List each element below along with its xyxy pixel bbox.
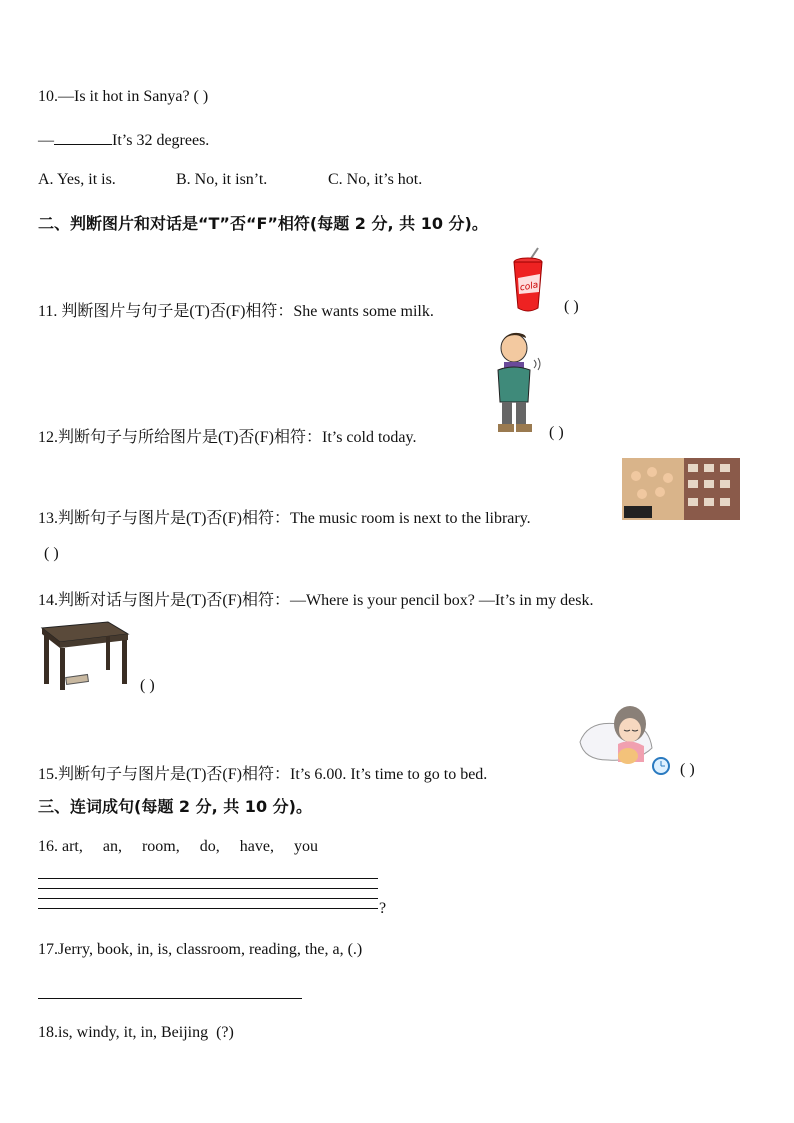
q10-blank[interactable]: [54, 130, 112, 145]
q17-answer-line[interactable]: [38, 998, 302, 999]
q10-question: 10.—Is it hot in Sanya? ( ): [38, 88, 209, 105]
q14-answer-paren[interactable]: ( ): [140, 677, 155, 694]
q12-text: 12.判断句子与所给图片是(T)否(F)相符：It’s cold today.: [38, 429, 417, 446]
q11-text: 11. 判断图片与句子是(T)否(F)相符：She wants some milk.: [38, 303, 434, 320]
q16-question-mark: ?: [379, 900, 387, 917]
q14-text: 14.判断对话与图片是(T)否(F)相符：—Where is your pencil box? —It’s in my desk.: [38, 592, 594, 609]
q10-dash: —: [38, 132, 54, 149]
section3-title: 三、连词成句(每题 2 分, 共 10 分)。: [38, 797, 312, 816]
cold-boy-icon: [488, 330, 544, 440]
q16-answer-line-3[interactable]: [38, 898, 378, 899]
section2-title: 二、判断图片和对话是“T”否“F”相符(每题 2 分, 共 10 分)。: [38, 214, 488, 233]
q10-option-b[interactable]: B. No, it isn’t.: [176, 171, 268, 188]
q18-words: 18.is, windy, it, in, Beijing (?): [38, 1024, 234, 1041]
q13-answer-paren[interactable]: ( ): [44, 545, 59, 562]
q15-text: 15.判断句子与图片是(T)否(F)相符：It’s 6.00. It’s time to go to bed.: [38, 766, 488, 783]
music-room-image: [622, 458, 740, 520]
q16-answer-line-2[interactable]: [38, 888, 378, 889]
q10-option-a[interactable]: A. Yes, it is.: [38, 171, 116, 188]
q15-answer-paren[interactable]: ( ): [680, 761, 695, 778]
q13-text: 13.判断句子与图片是(T)否(F)相符：The music room is next to the library.: [38, 510, 531, 527]
sleeping-girl-icon: [578, 700, 672, 778]
q16-words: 16. art, an, room, do, have, you: [38, 838, 318, 855]
cola-label: cola: [519, 280, 540, 294]
q16-answer-line-1[interactable]: [38, 878, 378, 879]
q10-answer-line: [38, 130, 209, 150]
q10-option-c[interactable]: C. No, it’s hot.: [328, 171, 423, 188]
cola-cup-icon: [508, 248, 548, 314]
q16-answer-line-4[interactable]: [38, 908, 378, 909]
q12-answer-paren[interactable]: ( ): [549, 424, 564, 441]
q17-words: 17.Jerry, book, in, is, classroom, reading, the, a, (.): [38, 941, 363, 958]
desk-icon: [38, 618, 130, 690]
q11-answer-paren[interactable]: ( ): [564, 298, 579, 315]
q10-answer-suffix: It’s 32 degrees.: [112, 132, 210, 149]
